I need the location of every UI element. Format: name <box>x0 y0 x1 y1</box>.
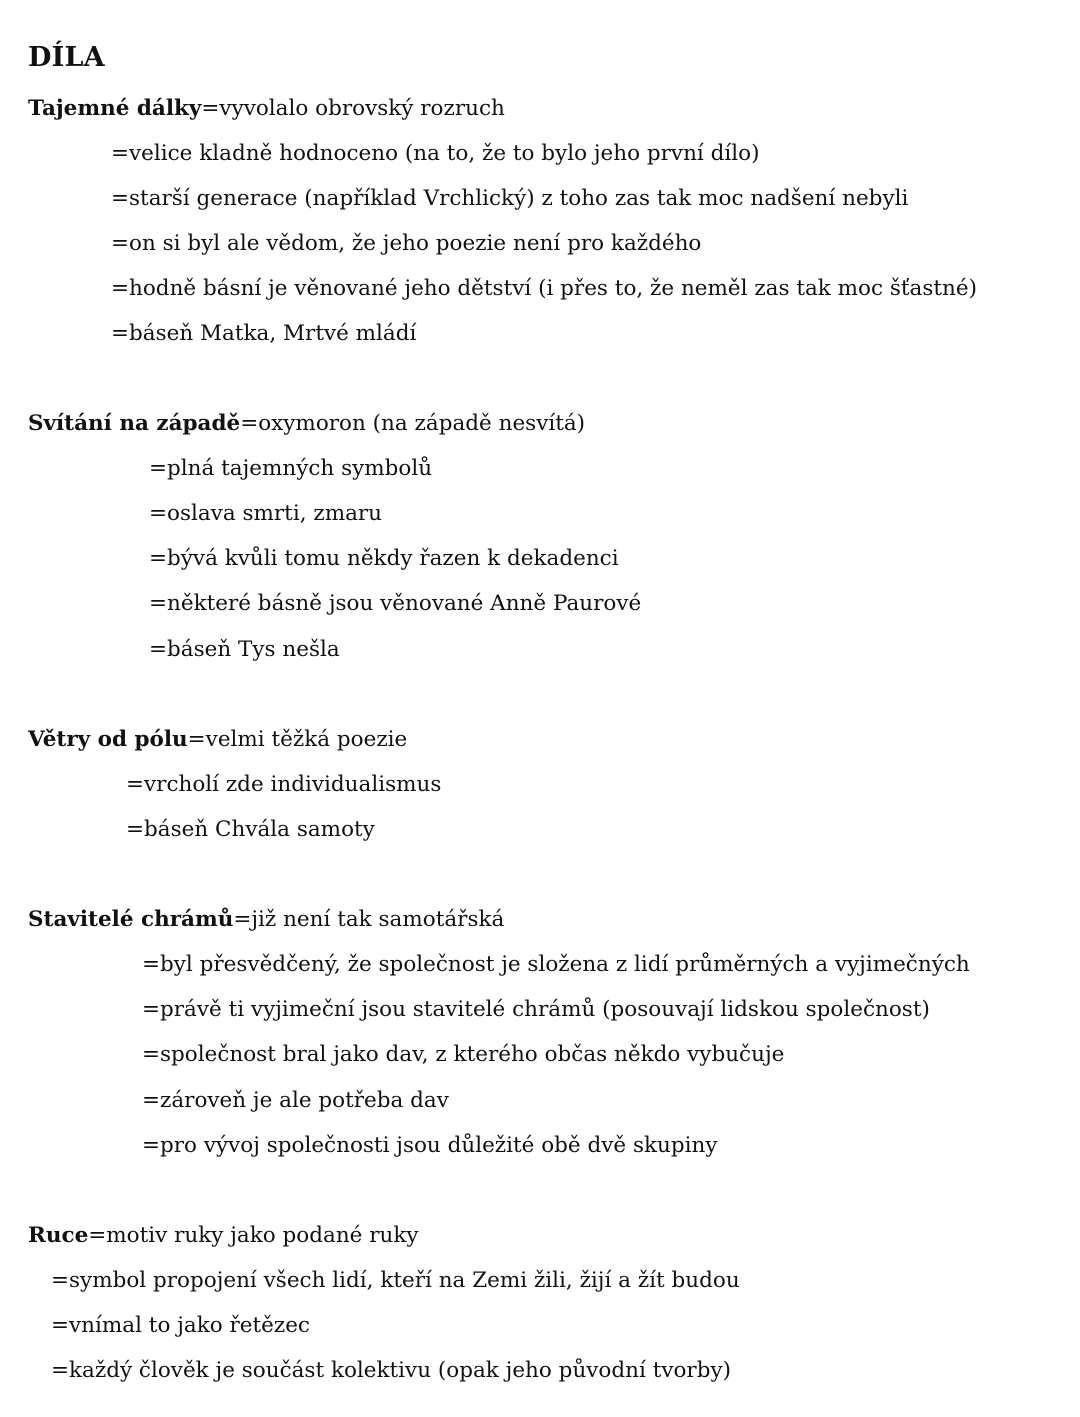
list-item: =oslava smrti, zmaru <box>149 501 383 526</box>
list-item: =každý člověk je součást kolektivu (opak jeho původní tvorby) <box>51 1358 732 1383</box>
section-first-note: =motiv ruky jako podané ruky <box>88 1223 419 1248</box>
list-item: =vnímal to jako řetězec <box>51 1313 310 1338</box>
list-item: =hodně básní je věnované jeho dětství (i přes to, že neměl zas tak moc šťastné) <box>111 276 977 301</box>
page-heading: DÍLA <box>28 42 105 73</box>
list-item: =báseň Tys nešla <box>149 637 340 662</box>
list-item: =vrcholí zde individualismus <box>126 772 442 797</box>
list-item: =společnost bral jako dav, z kterého občas někdo vybučuje <box>142 1042 785 1067</box>
section-title-line <box>28 94 505 124</box>
section-title: Stavitelé chrámů <box>28 907 234 932</box>
list-item: =on si byl ale vědom, že jeho poezie není pro každého <box>111 231 702 256</box>
list-item: =symbol propojení všech lidí, kteří na Zemi žili, žijí a žít budou <box>51 1268 740 1293</box>
list-item: =bývá kvůli tomu někdy řazen k dekadenci <box>149 546 619 571</box>
list-item: =velice kladně hodnoceno (na to, že to bylo jeho první dílo) <box>111 141 760 166</box>
list-item: =pro vývoj společnosti jsou důležité obě dvě skupiny <box>142 1133 718 1158</box>
list-item: =právě ti vyjimeční jsou stavitelé chrámů (posouvají lidskou společnost) <box>142 997 930 1022</box>
list-item: =zároveň je ale potřeba dav <box>142 1088 449 1113</box>
section-first-note: =již není tak samotářská <box>233 907 505 932</box>
list-item: =plná tajemných symbolů <box>149 456 433 481</box>
section-title-line <box>28 905 504 935</box>
list-item: =některé básně jsou věnované Anně Paurové <box>149 591 642 616</box>
list-item: =byl přesvědčený, že společnost je složena z lidí průměrných a vyjimečných <box>142 952 970 977</box>
list-item: =starší generace (například Vrchlický) z toho zas tak moc nadšení nebyli <box>111 186 909 211</box>
section-title: Svítání na západě <box>28 411 241 436</box>
section-title-line <box>28 1221 419 1251</box>
section-title-line <box>28 725 407 755</box>
section-first-note: =vyvolalo obrovský rozruch <box>201 96 505 121</box>
section-title: Tajemné dálky <box>28 96 202 121</box>
section-title: Ruce <box>28 1223 89 1248</box>
section-first-note: =velmi těžká poezie <box>187 727 408 752</box>
section-title: Větry od pólu <box>28 727 188 752</box>
list-item: =báseň Matka, Mrtvé mládí <box>111 321 417 346</box>
section-title-line <box>28 409 585 439</box>
section-first-note: =oxymoron (na západě nesvítá) <box>240 411 586 436</box>
list-item: =báseň Chvála samoty <box>126 817 375 842</box>
